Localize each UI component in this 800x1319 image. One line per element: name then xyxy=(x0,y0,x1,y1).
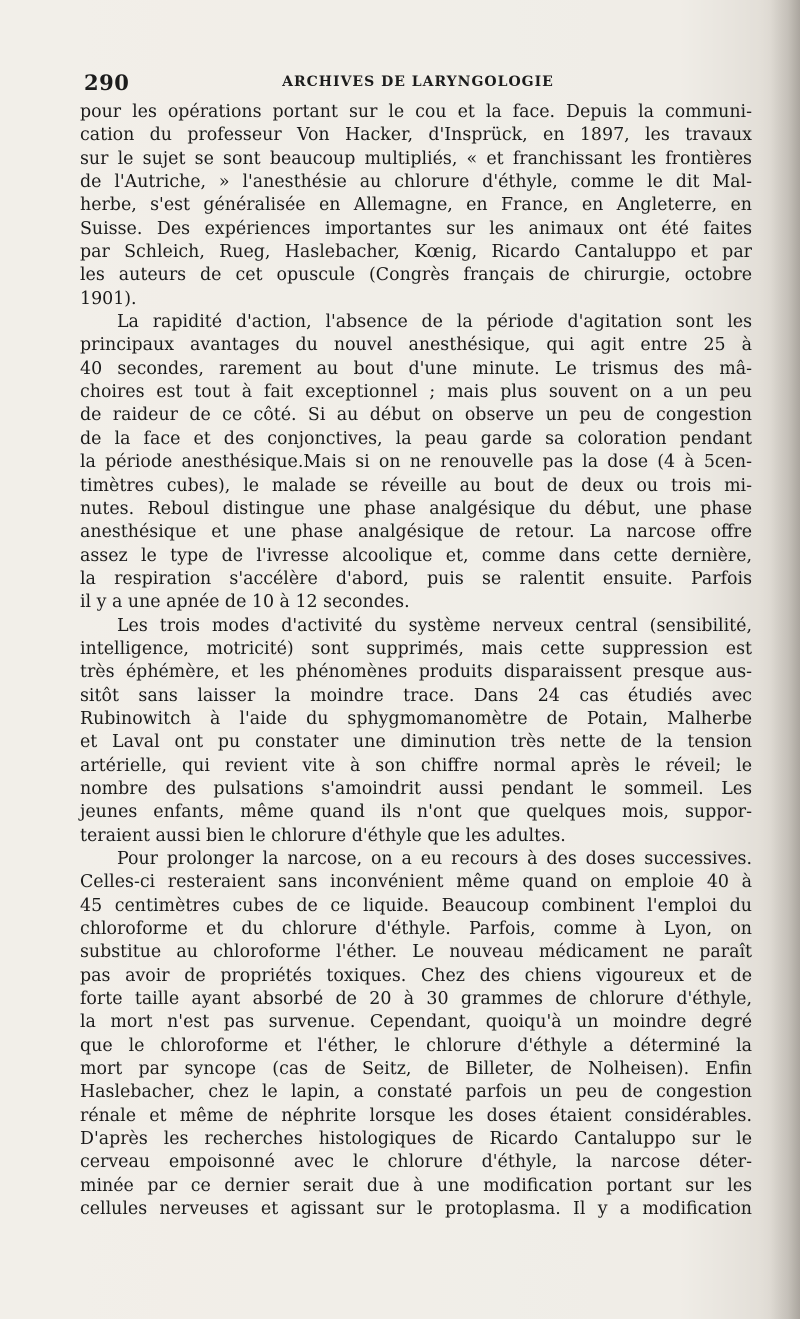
text-line: 40 secondes, rarement au bout d'une minute. Le trismus des mâ- xyxy=(80,358,752,379)
text-line: par Schleich, Rueg, Haslebacher, Kœnig, Ricardo Cantaluppo et par xyxy=(80,242,752,263)
text-line: 1901). xyxy=(80,288,137,309)
text-line: minée par ce dernier serait due à une modification portant sur les xyxy=(80,1175,752,1196)
text-line: Les trois modes d'activité du système nerveux central (sensibilité, xyxy=(117,615,752,636)
text-line: Suisse. Des expériences importantes sur les animaux ont été faites xyxy=(80,218,752,239)
text-line: sitôt sans laisser la moindre trace. Dans 24 cas étudiés avec xyxy=(80,685,752,706)
text-line: il y a une apnée de 10 à 12 secondes. xyxy=(80,592,410,613)
text-line: et Laval ont pu constater une diminution très nette de la tension xyxy=(80,732,752,753)
text-line: choires est tout à fait exceptionnel ; mais plus souvent on a un peu xyxy=(80,382,752,403)
text-line: teraient aussi bien le chlorure d'éthyle que les adultes. xyxy=(80,825,566,846)
text-line: sur le sujet se sont beaucoup multipliés, « et franchissant les frontières xyxy=(80,148,752,169)
paragraph-2 xyxy=(80,311,752,614)
text-line: D'après les recherches histologiques de Ricardo Cantaluppo sur le xyxy=(80,1129,752,1150)
body-text xyxy=(80,101,752,1222)
text-line: cellules nerveuses et agissant sur le protoplasma. Il y a modification xyxy=(80,1199,752,1220)
text-line: Pour prolonger la narcose, on a eu recours à des doses successives. xyxy=(117,849,752,869)
text-line: herbe, s'est généralisée en Allemagne, en France, en Angleterre, en xyxy=(80,195,752,216)
text-line: pas avoir de propriétés toxiques. Chez des chiens vigoureux et de xyxy=(80,965,752,986)
text-line: La rapidité d'action, l'absence de la période d'agitation sont les xyxy=(117,312,752,333)
text-line: pour les opérations portant sur le cou et la face. Depuis la communi- xyxy=(80,102,752,122)
text-line: anesthésique et une phase analgésique de retour. La narcose offre xyxy=(80,522,752,543)
text-line: les auteurs de cet opuscule (Congrès français de chirurgie, octobre xyxy=(80,265,752,286)
text-line: la mort n'est pas survenue. Cependant, quoiqu'à un moindre degré xyxy=(80,1012,752,1033)
text-line: principaux avantages du nouvel anesthésique, qui agit entre 25 à xyxy=(80,335,752,356)
page-header xyxy=(84,70,752,96)
text-line: nutes. Reboul distingue une phase analgésique du début, une phase xyxy=(80,498,752,519)
text-line: timètres cubes), le malade se réveille au bout de deux ou trois mi- xyxy=(80,475,752,496)
paragraph-3 xyxy=(80,615,752,848)
text-line: Rubinowitch à l'aide du sphygmomanomètre de Potain, Malherbe xyxy=(80,708,752,729)
text-line: de l'Autriche, » l'anesthésie au chlorure d'éthyle, comme le dit Mal- xyxy=(80,172,752,193)
text-line: mort par syncope (cas de Seitz, de Billeter, de Nolheisen). Enfin xyxy=(80,1059,752,1080)
text-line: Haslebacher, chez le lapin, a constaté parfois un peu de congestion xyxy=(80,1082,752,1103)
text-line: très éphémère, et les phénomènes produits disparaissent presque aus- xyxy=(80,662,752,683)
text-line: rénale et même de néphrite lorsque les doses étaient considérables. xyxy=(80,1105,752,1126)
text-line: assez le type de l'ivresse alcoolique et, comme dans cette dernière, xyxy=(80,545,752,566)
page-number: 290 xyxy=(84,70,130,95)
text-line: substitue au chloroforme l'éther. Le nouveau médicament ne paraît xyxy=(80,942,752,963)
text-line: cerveau empoisonné avec le chlorure d'éthyle, la narcose déter- xyxy=(80,1152,752,1173)
text-line: jeunes enfants, même quand ils n'ont que quelques mois, suppor- xyxy=(80,802,752,823)
text-line: Celles-ci resteraient sans inconvénient même quand on emploie 40 à xyxy=(80,872,752,893)
text-line: que le chloroforme et l'éther, le chlorure d'éthyle a déterminé la xyxy=(80,1035,752,1056)
text-line: artérielle, qui revient vite à son chiffre normal après le réveil; le xyxy=(80,755,752,776)
text-line: intelligence, motricité) sont supprimés, mais cette suppression est xyxy=(80,638,752,659)
running-head: ARCHIVES DE LARYNGOLOGIE xyxy=(282,74,554,90)
text-line: de la face et des conjonctives, la peau garde sa coloration pendant xyxy=(80,428,752,449)
page-edge-shadow xyxy=(770,0,800,1319)
text-line: 45 centimètres cubes de ce liquide. Beaucoup combinent l'emploi du xyxy=(80,895,752,916)
text-line: la période anesthésique.Mais si on ne renouvelle pas la dose (4 à 5cen- xyxy=(80,452,752,473)
text-line: nombre des pulsations s'amoindrit aussi pendant le sommeil. Les xyxy=(80,778,752,799)
text-line: chloroforme et du chlorure d'éthyle. Parfois, comme à Lyon, on xyxy=(80,919,752,940)
text-line: de raideur de ce côté. Si au début on observe un peu de congestion xyxy=(80,405,752,426)
paragraph-1 xyxy=(80,101,752,311)
text-line: forte taille ayant absorbé de 20 à 30 grammes de chlorure d'éthyle, xyxy=(80,989,752,1010)
text-line: la respiration s'accélère d'abord, puis se ralentit ensuite. Parfois xyxy=(80,568,752,589)
text-line: cation du professeur Von Hacker, d'Insprück, en 1897, les travaux xyxy=(80,125,752,146)
paragraph-4 xyxy=(80,848,752,1222)
